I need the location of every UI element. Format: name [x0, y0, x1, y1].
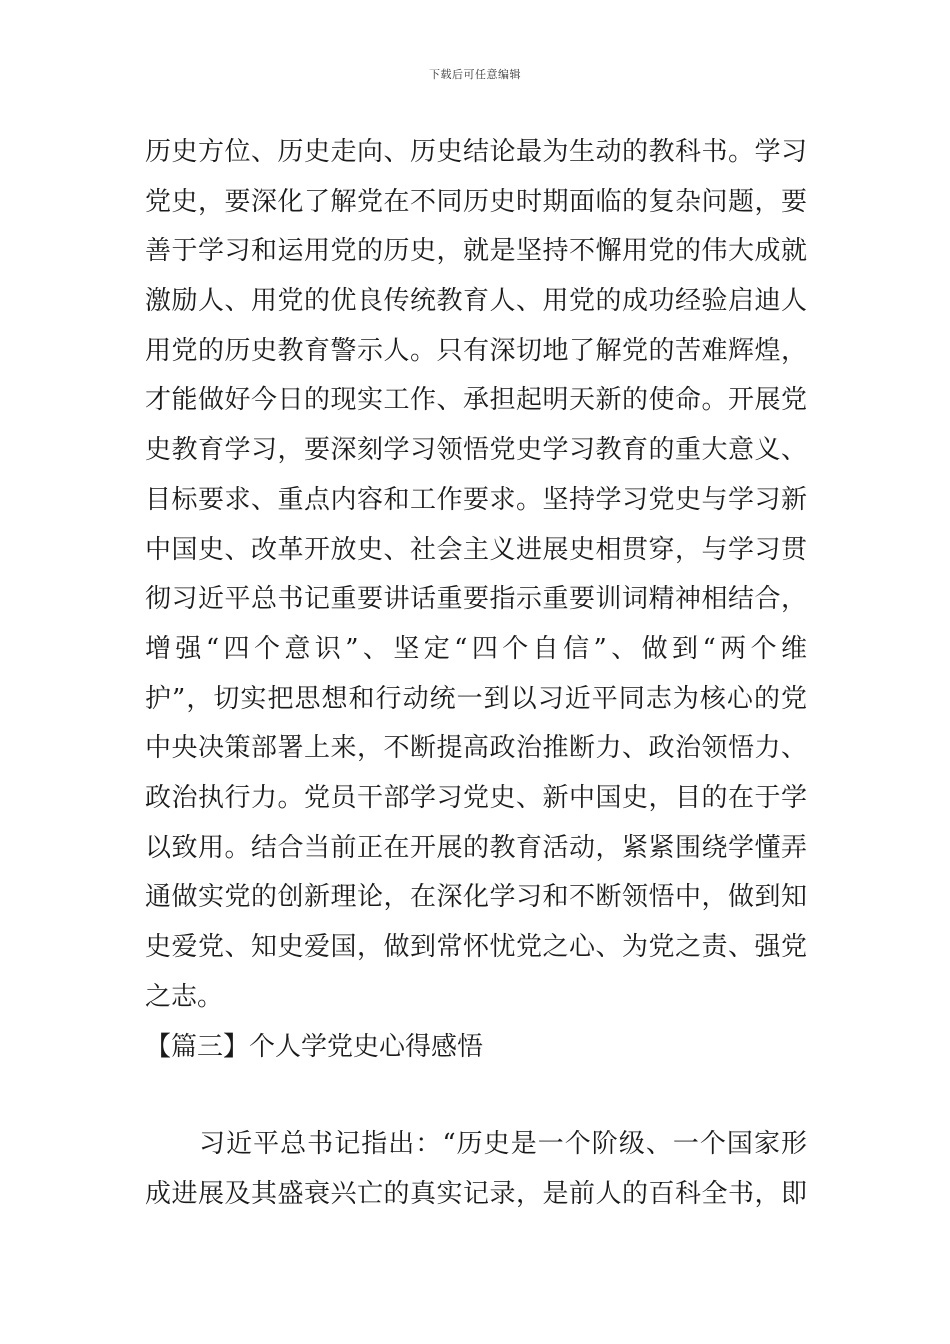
paragraph-1 [145, 128, 807, 1022]
text-line: 增强“四个意识”、坚定“四个自信”、做到“两个维 [145, 633, 807, 664]
text-line: 史爱党、知史爱国，做到常怀忧党之心、为党之责、强党 [145, 932, 807, 962]
text-line: 用党的历史教育警示人。只有深切地了解党的苦难辉煌， [145, 335, 807, 366]
text-line: 激励人、用党的优良传统教育人、用党的成功经验启迪人 [145, 286, 807, 317]
text-line: 彻习近平总书记重要讲话重要指示重要训词精神相结合， [145, 584, 807, 615]
text-line: 政治执行力。党员干部学习党史、新中国史，目的在于学 [145, 782, 807, 813]
text-line: 史教育学习，要深刻学习领悟党史学习教育的重大意义、 [145, 435, 807, 466]
section-heading: 【篇三】个人学党史心得感悟 [145, 1032, 484, 1062]
text-line: 历史方位、历史走向、历史结论最为生动的教科书。学习 [145, 137, 807, 167]
text-line: 护”，切实把思想和行动统一到以习近平同志为核心的党 [145, 683, 807, 714]
text-line: 通做实党的创新理论，在深化学习和不断领悟中，做到知 [145, 882, 807, 913]
text-line: 以致用。结合当前正在开展的教育活动，紧紧围绕学懂弄 [145, 832, 807, 863]
text-line: 中国史、改革开放史、社会主义进展史相贯穿，与学习贯 [145, 534, 807, 565]
text-line: 成进展及其盛衰兴亡的真实记录，是前人的百科全书，即 [145, 1178, 807, 1209]
text-line: 习近平总书记指出：“历史是一个阶级、一个国家形 [145, 1129, 807, 1159]
text-line: 党史，要深化了解党在不同历史时期面临的复杂问题，要 [145, 186, 807, 217]
text-line: 目标要求、重点内容和工作要求。坚持学习党史与学习新 [145, 484, 807, 515]
page-header: 下载后可任意编辑 [429, 68, 521, 81]
paragraph-2 [145, 1120, 807, 1219]
text-line: 之志。 [145, 981, 224, 1012]
text-line: 善于学习和运用党的历史，就是坚持不懈用党的伟大成就 [145, 236, 807, 267]
text-line: 中央决策部署上来，不断提高政治推断力、政治领悟力、 [145, 733, 807, 764]
text-line: 才能做好今日的现实工作、承担起明天新的使命。开展党 [145, 385, 807, 416]
